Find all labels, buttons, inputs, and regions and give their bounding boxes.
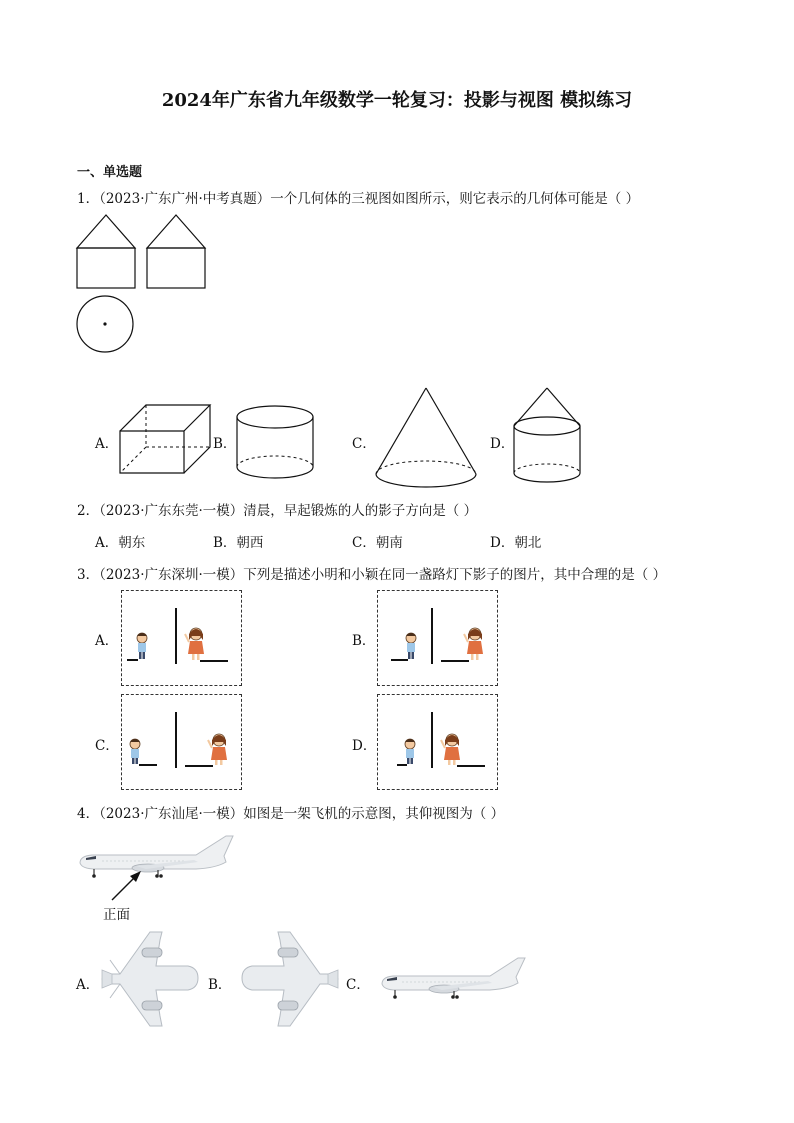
boy-figure — [406, 633, 416, 659]
q4-option-a-airplane[interactable] — [102, 930, 198, 1030]
q3-option-b-label[interactable]: B． — [352, 633, 376, 649]
cuboid-figure[interactable] — [118, 403, 212, 475]
question-1-stem: 1．（2023·广东广州·中考真题）一个几何体的三视图如图所示，则它表示的几何体可能是（ ） — [77, 191, 640, 207]
q1-option-b-label[interactable]: B． — [213, 436, 237, 452]
cylinder-figure[interactable] — [235, 404, 317, 480]
q3-option-b-scene — [377, 590, 498, 686]
boy-figure — [137, 633, 147, 659]
q1-option-c-label[interactable]: C． — [352, 436, 376, 452]
q3-option-a-scene — [121, 590, 242, 686]
q3-option-a-label[interactable]: A． — [95, 633, 119, 649]
boy-figure — [405, 739, 415, 764]
three-view-side — [146, 212, 206, 290]
q3-option-d-label[interactable]: D． — [352, 738, 377, 754]
q4-option-a-label[interactable]: A． — [76, 977, 100, 993]
q1-option-a-label[interactable]: A． — [95, 436, 119, 452]
girl-figure — [464, 628, 483, 660]
girl-figure — [441, 734, 460, 765]
front-arrow — [108, 868, 148, 904]
question-2-stem: 2．（2023·广东东莞·一模）清晨，早起锻炼的人的影子方向是（ ） — [77, 503, 478, 519]
question-4-stem: 4．（2023·广东汕尾·一模）如图是一架飞机的示意图，其仰视图为（ ） — [77, 806, 505, 822]
section-heading: 一、单选题 — [77, 165, 143, 180]
front-label: 正面 — [103, 907, 130, 923]
girl-figure — [208, 734, 227, 765]
q2-option-b[interactable]: B．朝西 — [213, 535, 264, 551]
q3-option-c-scene — [121, 694, 242, 790]
q2-option-d[interactable]: D．朝北 — [490, 535, 542, 551]
question-3-stem: 3．（2023·广东深圳·一模）下列是描述小明和小颖在同一盏路灯下影子的图片，其中合理的是（ ） — [77, 567, 667, 583]
boy-figure — [130, 739, 140, 764]
q2-option-c[interactable]: C．朝南 — [352, 535, 403, 551]
girl-figure — [185, 628, 204, 660]
q4-option-c-label[interactable]: C． — [346, 977, 370, 993]
q3-option-c-label[interactable]: C． — [95, 738, 119, 754]
q2-option-a[interactable]: A．朝东 — [95, 535, 146, 551]
q4-option-c-airplane[interactable] — [378, 954, 530, 1002]
cone-cylinder-figure[interactable] — [512, 386, 584, 490]
airplane-side-view — [76, 832, 240, 882]
q3-option-d-scene — [377, 694, 498, 790]
page-title: 2024年广东省九年级数学一轮复习：投影与视图 模拟练习 — [161, 90, 633, 111]
cone-figure[interactable] — [374, 386, 478, 490]
three-view-top — [76, 295, 136, 355]
three-view-front — [76, 212, 136, 290]
q1-option-d-label[interactable]: D． — [490, 436, 515, 452]
q4-option-b-label[interactable]: B． — [208, 977, 232, 993]
q4-option-b-airplane[interactable] — [238, 930, 338, 1030]
